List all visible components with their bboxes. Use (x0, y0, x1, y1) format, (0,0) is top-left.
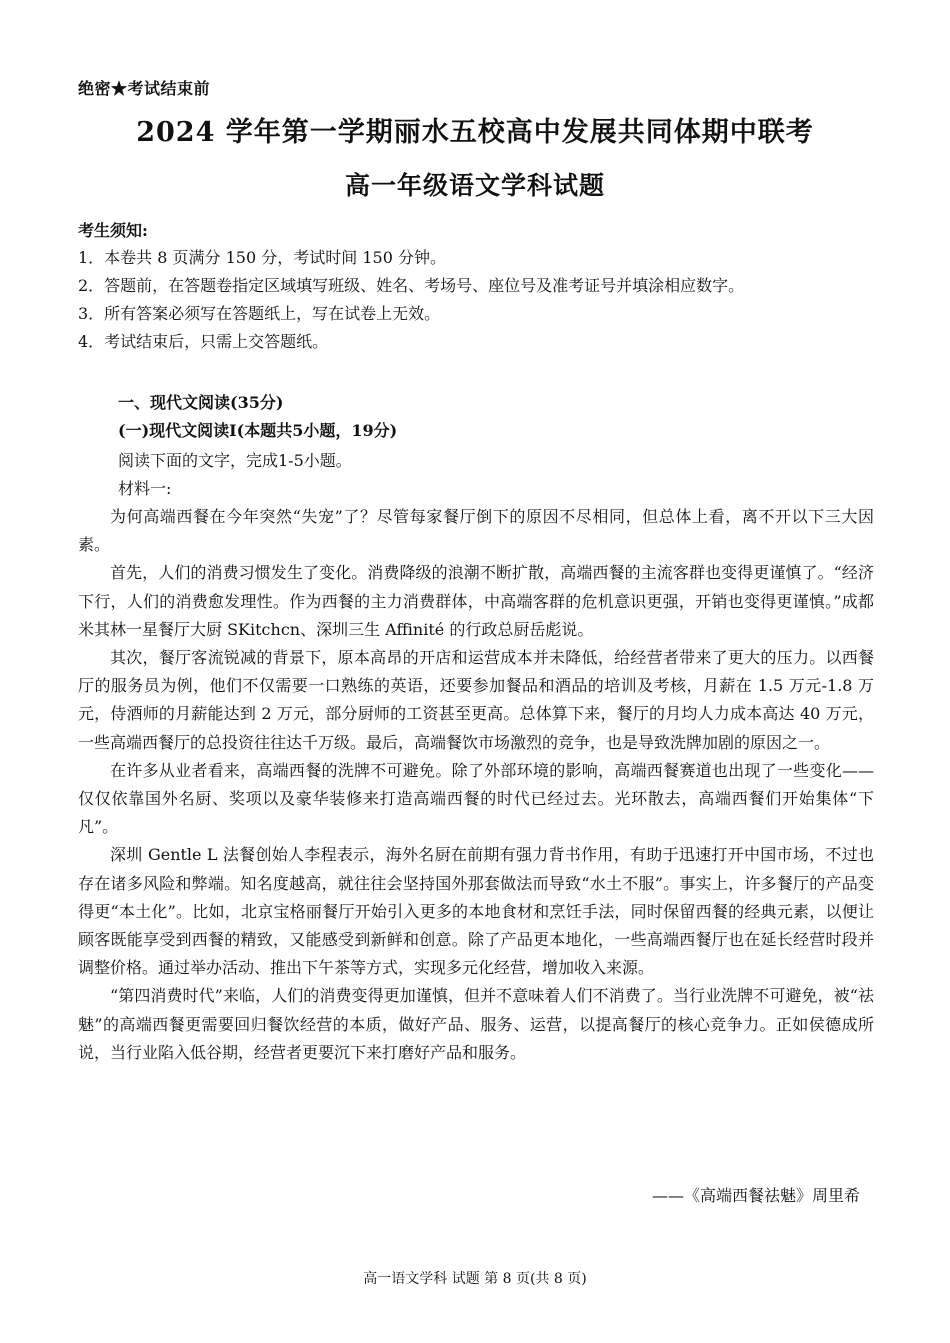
secret-mark: 绝密★考试结束前 (78, 79, 211, 98)
exam-title: 2024 学年第一学期丽水五校高中发展共同体期中联考 (136, 117, 814, 148)
exam-subtitle: 高一年级语文学科试题 (344, 171, 605, 200)
notice-item: 1．本卷共 8 页满分 150 分，考试时间 150 分钟。 (78, 248, 446, 267)
notice-item: 3．所有答案必须写在答题纸上，写在试卷上无效。 (78, 304, 441, 323)
paragraph: 在许多从业者看来，高端西餐的洗牌不可避免。除了外部环境的影响，高端西餐赛道也出现了一些变化——仅仅依靠国外名厨、奖项以及豪华装修来打造高端西餐的时代已经过去。光环散去，高端西餐们开始集体“下凡”。 (78, 760, 874, 837)
page-footer: 高一语文学科 试题 第 8 页(共 8 页) (363, 1271, 587, 1287)
paragraph: 其次，餐厅客流锐减的背景下，原本高昂的开店和运营成本并未降低，给经营者带来了更大的压力。以西餐厅的服务员为例，他们不仅需要一口熟练的英语，还要参加餐品和酒品的培训及考核，月薪在 1.5 万元-1.8 万元，侍酒师的月薪能达到 2 万元，部分厨师的工资甚至更高。总体算下来，餐厅的月均人力成本高达 40 万元，一些高端西餐厅的总投资往往达千万级。最后，高端餐饮市场激烈的竞争，也是导致洗牌加剧的原因之一。 (78, 648, 874, 752)
notice-item: 4．考试结束后，只需上交答题纸。 (78, 332, 329, 351)
paragraph: “第四消费时代”来临，人们的消费变得更加谨慎，但并不意味着人们不消费了。当行业洗牌不可避免，被“祛魅”的高端西餐更需要回归餐饮经营的本质，做好产品、服务、运营，以提高餐厅的核心竞争力。正如侯德成所说，当行业陷入低谷期，经营者更要沉下来打磨好产品和服务。 (78, 986, 874, 1062)
material-body (78, 503, 874, 1067)
paragraph: 为何高端西餐在今年突然“失宠”了？尽管每家餐厅倒下的原因不尽相同，但总体上看，离不开以下三大因素。 (78, 507, 874, 555)
paragraph: 首先，人们的消费习惯发生了变化。消费降级的浪潮不断扩散，高端西餐的主流客群也变得更谨慎了。“经济下行，人们的消费愈发理性。作为西餐的主力消费群体，中高端客群的危机意识更强，开销也变得更谨慎。”成都米其林一星餐厅大厨 SKitchcn、深圳三生 Affinité 的行政总厨岳彪说。 (78, 563, 874, 639)
reading-instruction: 阅读下面的文字，完成1-5小题。 (118, 451, 352, 470)
source-attribution: ——《高端西餐祛魅》周里希 (651, 1186, 860, 1205)
notice-item: 2．答题前，在答题卷指定区域填写班级、姓名、考场号、座位号及准考证号并填涂相应数字。 (78, 276, 745, 295)
section-heading: 一、现代文阅读(35分) (118, 393, 284, 412)
paragraph: 深圳 Gentle L 法餐创始人李程表示，海外名厨在前期有强力背书作用，有助于迅速打开中国市场，不过也存在诸多风险和弊端。知名度越高，就往往会坚持国外那套做法而导致“水土不服”。事实上，许多餐厅的产品变得更“本土化”。比如，北京宝格丽餐厅开始引入更多的本地食材和烹饪手法，同时保留西餐的经典元素，以便让顾客既能享受到西餐的精致，又能感受到新鲜和创意。除了产品更本地化，一些高端西餐厅也在延长经营时段并调整价格。通过举办活动、推出下午茶等方式，实现多元化经营，增加收入来源。 (78, 845, 874, 978)
subsection-heading: (一)现代文阅读Ⅰ(本题共5小题，19分) (118, 421, 398, 440)
notice-heading: 考生须知: (78, 221, 148, 240)
notice-list (78, 244, 878, 356)
material-label: 材料一: (118, 479, 172, 498)
